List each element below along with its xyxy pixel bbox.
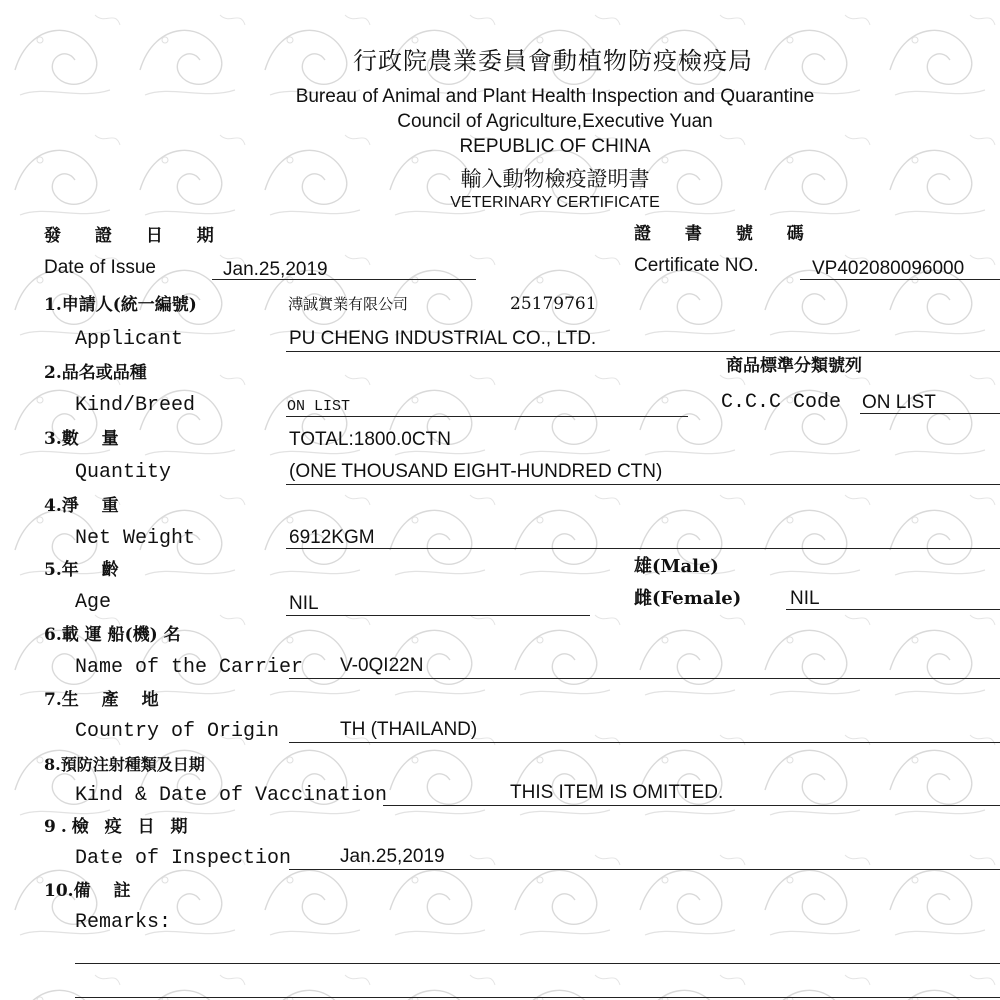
certificate-number-label: Certificate NO.: [634, 255, 759, 276]
kind-label-chinese: 2.品名或品種: [44, 363, 147, 383]
issue-date-value: Jan.25,2019: [223, 259, 328, 280]
sex-value: NIL: [790, 588, 820, 609]
document-title-chinese: 輸入動物檢疫證明書: [460, 167, 650, 191]
remarks-label-chinese: 10.備 註: [44, 881, 131, 901]
origin-label-chinese: 7.生 產 地: [44, 690, 159, 710]
quantity-label: Quantity: [75, 461, 172, 484]
inspection-date-value: Jan.25,2019: [340, 846, 445, 867]
council-name: Council of Agriculture,Executive Yuan: [397, 111, 713, 132]
applicant-label-chinese: 1.申請人(統一編號): [44, 295, 197, 315]
applicant-name: PU CHENG INDUSTRIAL CO., LTD.: [289, 328, 597, 349]
vaccination-label-chinese: 8.預防注射種類及日期: [44, 755, 205, 774]
ccc-code-label: C.C.C Code: [721, 391, 842, 414]
net-weight-value: 6912KGM: [289, 527, 375, 548]
female-label: 雌(Female): [634, 588, 742, 609]
net-weight-label-chinese: 4.淨 重: [44, 496, 119, 516]
certificate-number-label-chinese: 證 書 號 碼: [634, 224, 818, 244]
quantity-value: TOTAL:1800.0CTN: [289, 429, 451, 450]
vaccination-label: Kind & Date of Vaccination: [75, 784, 388, 807]
carrier-label: Name of the Carrier: [75, 656, 304, 679]
age-label-chinese: 5.年 齡: [44, 560, 119, 580]
inspection-label-chinese: 9.檢 疫 日 期: [44, 817, 193, 837]
net-weight-label: Net Weight: [75, 527, 196, 550]
applicant-tax-id: 25179761: [510, 294, 597, 314]
origin-label: Country of Origin: [75, 720, 280, 743]
country-name: REPUBLIC OF CHINA: [459, 136, 651, 157]
remarks-label: Remarks:: [75, 911, 172, 934]
agency-name-english: Bureau of Animal and Plant Health Inspection and Quarantine: [295, 86, 815, 107]
age-label: Age: [75, 591, 112, 614]
remarks-line: [75, 963, 1000, 964]
male-label: 雄(Male): [634, 556, 719, 577]
carrier-label-chinese: 6.載 運 船(機) 名: [44, 625, 181, 645]
ccc-code-value: ON LIST: [862, 392, 936, 413]
inspection-date-label: Date of Inspection: [75, 847, 292, 870]
quantity-value-words: (ONE THOUSAND EIGHT-HUNDRED CTN): [289, 461, 663, 482]
origin-value: TH (THAILAND): [340, 719, 478, 740]
kind-label: Kind/Breed: [75, 394, 196, 417]
remarks-line: [75, 997, 1000, 998]
applicant-name-chinese: 溥誠實業有限公司: [288, 295, 409, 313]
document-title-english: VETERINARY CERTIFICATE: [450, 194, 660, 211]
carrier-value: V-0QI22N: [340, 655, 424, 676]
kind-value: ON LIST: [287, 398, 351, 415]
issue-date-label: Date of Issue: [44, 257, 156, 278]
vaccination-value: THIS ITEM IS OMITTED.: [510, 782, 724, 803]
applicant-label: Applicant: [75, 328, 184, 351]
age-value: NIL: [289, 593, 319, 614]
quantity-label-chinese: 3.數 量: [44, 429, 119, 449]
certificate-number-value: VP402080096000: [812, 258, 965, 279]
agency-name-chinese: 行政院農業委員會動植物防疫檢疫局: [353, 47, 753, 75]
issue-date-label-chinese: 發 證 日 期: [44, 226, 228, 246]
ccc-label-chinese: 商品標準分類號列: [726, 356, 862, 376]
